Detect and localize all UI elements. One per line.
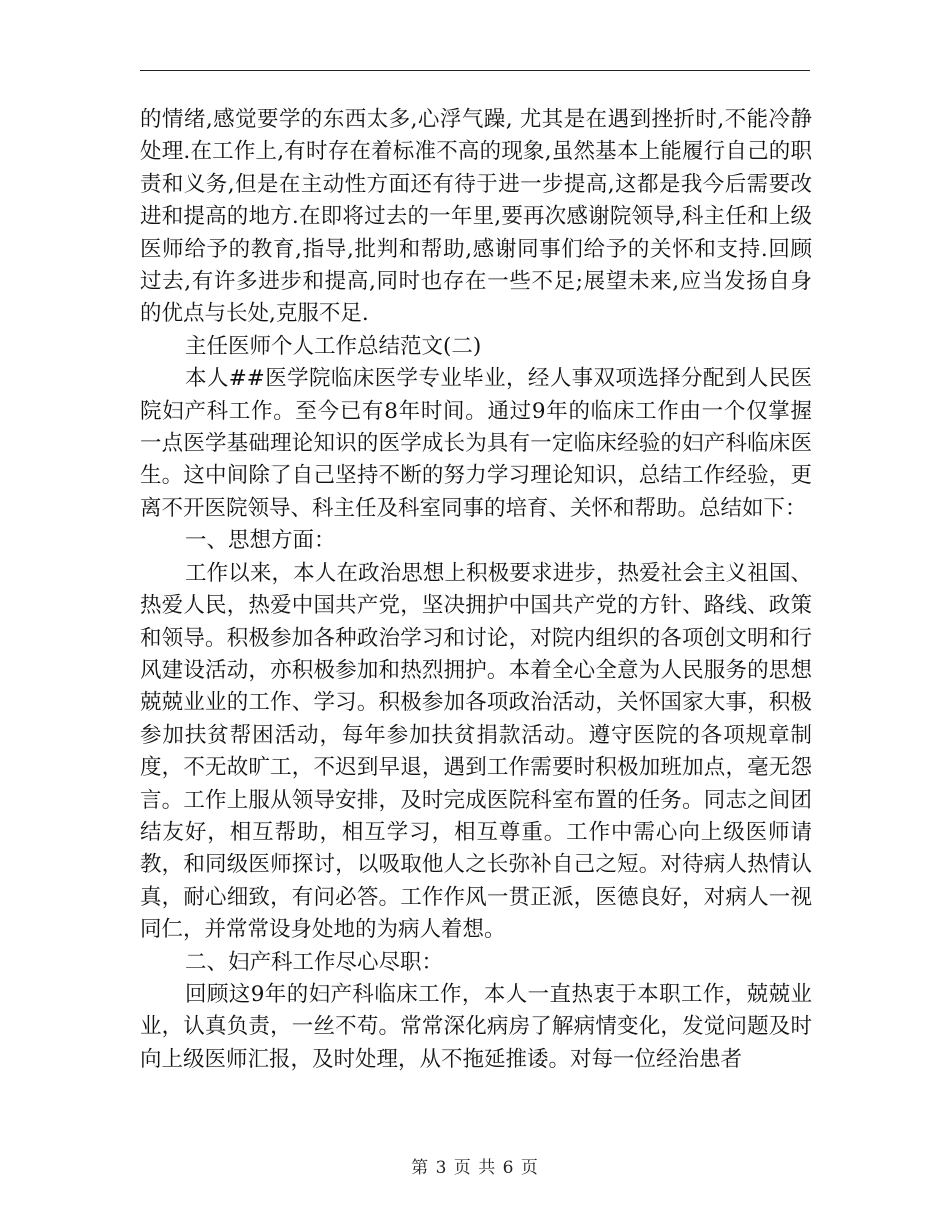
paragraph-intro: 本人##医学院临床医学专业毕业，经人事双项选择分配到人民医院妇产科工作。至今已有8年时间。通过9年的临床工作由一个仅掌握一点医学基础理论知识的医学成长为具有一定临床经验的妇产科临床医生。这中间除了自己坚持不断的努力学习理论知识，总结工作经验，更离不开医院领导、科主任及科室同事的培育、关怀和帮助。总结如下： [140, 366, 812, 521]
paragraph-work: 回顾这9年的妇产科临床工作，本人一直热衷于本职工作，兢兢业业，认真负责，一丝不苟。常常深化病房了解病情变化，发觉问题及时向上级医师汇报，及时处理，从不拖延推诿。对每一位经治患者 [140, 981, 812, 1072]
paragraph-thought: 工作以来，本人在政治思想上积极要求进步，热爱社会主义祖国、热爱人民，热爱中国共产党，坚决拥护中国共产党的方针、路线、政策和领导。积极参加各种政治学习和讨论，对院内组织的各项创文明和行风建设活动，亦积极参加和热烈拥护。本着全心全意为人民服务的思想兢兢业业的工作、学习。积极参加各项政治活动，关怀国家大事，积极参加扶贫帮困活动，每年参加扶贫捐款活动。遵守医院的各项规章制度，不无故旷工，不迟到早退，遇到工作需要时积极加班加点，毫无怨言。工作上服从领导安排，及时完成医院科室布置的任务。同志之间团结友好，相互帮助，相互学习，相互尊重。工作中需心向上级医师请教，和同级医师探讨，以吸取他人之长弥补自己之短。对待病人热情认真，耐心细致，有问必答。工作作风一贯正派，医德良好，对病人一视同仁，并常常设身处地的为病人着想。 [140, 560, 812, 943]
page-number: 第 3 页 共 6 页 [411, 1158, 539, 1178]
heading-work: 二、妇产科工作尽心尽职： [185, 949, 444, 975]
header-rule [140, 70, 810, 71]
paragraph-continuation: 的情绪,感觉要学的东西太多,心浮气躁, 尤其是在遇到挫折时,不能冷静处理.在工作上,有时存在着标准不高的现象,虽然基本上能履行自己的职责和义务,但是在主动性方面还有待于进一步提高,这都是我今后需要改进和提高的地方.在即将过去的一年里,要再次感谢院领导,科主任和上级医师给予的教育,指导,批判和帮助,感谢同事们给予的关怀和支持.回顾过去,有许多进步和提高,同时也存在一些不足;展望未来,应当发扬自身的优点与长处,克服不足. [140, 107, 812, 327]
section-title: 主任医师个人工作总结范文(二) [185, 333, 482, 359]
document-body [140, 104, 812, 1076]
heading-thought: 一、思想方面： [185, 528, 336, 554]
